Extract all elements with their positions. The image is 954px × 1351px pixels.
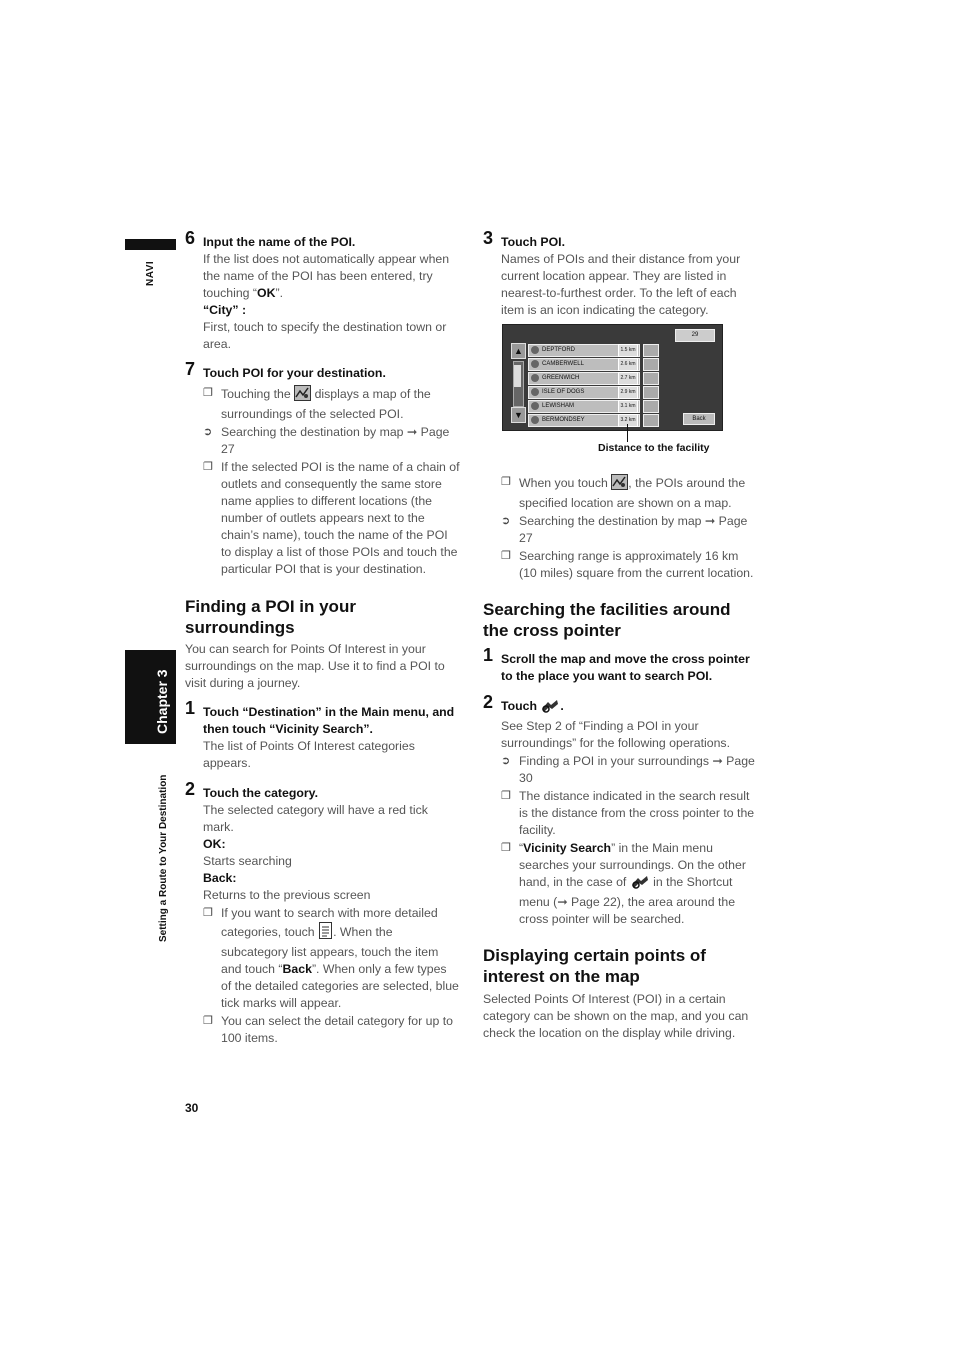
step-2-right-bullet-2: ❐ The distance indicated in the search result is the distance from the cross pointer to the facility. xyxy=(501,789,755,837)
step-6: 6 Input the name of the POI. xyxy=(185,228,356,249)
map-icon xyxy=(611,474,628,495)
step-3-body: Names of POIs and their distance from your current location appear. They are listed in nearest-to-furthest order. To the left of each item is an icon indicating the category. xyxy=(501,252,741,317)
poi-name: GREENWICH xyxy=(542,375,580,381)
scroll-down-button[interactable]: ▼ xyxy=(511,407,526,423)
ok-text: Starts searching xyxy=(203,854,292,868)
back-text: Returns to the previous screen xyxy=(203,888,371,902)
map-icon xyxy=(294,385,311,406)
poi-name: ISLE OF DOGS xyxy=(542,389,585,395)
poi-distance: 1.5 km xyxy=(618,344,638,357)
caption-distance: Distance to the facility xyxy=(598,442,710,454)
map-icon[interactable] xyxy=(643,414,659,427)
poi-distance: 3.2 km xyxy=(618,414,638,427)
step-2-left: 2 Touch the category. xyxy=(185,779,319,800)
chapter-label: Chapter 3 xyxy=(154,669,170,734)
heading-displaying-poi: Displaying certain points of interest on the map xyxy=(483,946,706,986)
step-2-right: 2 Touch . xyxy=(483,698,758,718)
step-2-left-bullet-2: ❐ You can select the detail category for up to 100 items. xyxy=(203,1014,453,1045)
map-icon[interactable] xyxy=(643,358,659,371)
step-7-bullet-3: ❐ If the selected POI is the name of a chain of outlets and consequently the same store name applies to different locations (the number of outlets appears next to the chain’s name), touch the name of the POI to display a list of those POIs and touch the particular POI that is your destination. xyxy=(203,460,460,576)
poi-name: DEPTFORD xyxy=(542,347,575,353)
heading-finding-poi: Finding a POI in your surroundings xyxy=(185,597,356,637)
step-2-right-bullet-3: ❐ “Vicinity Search” in the Main menu searches your surroundings. On the other hand, in the case of in the Shortcut menu (➞ Page 22), the area around the cross pointer will be searched. xyxy=(501,841,746,926)
category-icon xyxy=(531,402,539,410)
category-icon xyxy=(531,346,539,354)
poi-name: LEWISHAM xyxy=(542,403,575,409)
step-2-left-bullet-1: ❐ If you want to search with more detailed categories, touch . When the subcategory list appears, touch the item and touch “Back”. When only a few types of the detailed categories are selected, blue tick marks will appear. xyxy=(203,906,459,1010)
poi-name: CAMBERWELL xyxy=(542,361,584,367)
step-7-bullet-2: ➲ Searching the destination by map ➞ Page 27 xyxy=(203,425,450,456)
back-label: Back: xyxy=(203,871,237,885)
vicinity-search-icon xyxy=(540,699,560,718)
poi-distance: 2.7 km xyxy=(618,372,638,385)
right-column-2 xyxy=(483,474,758,1042)
back-button[interactable]: Back xyxy=(683,413,715,425)
step-1-left: 1 Touch “Destination” in the Main menu, and then touch “Vicinity Search”. xyxy=(185,698,455,736)
finding-intro: You can search for Points Of Interest in your surroundings on the map. Use it to find a POI to visit during a journey. xyxy=(185,642,445,690)
category-icon xyxy=(531,388,539,396)
navi-label: NAVI xyxy=(145,260,156,286)
poi-distance: 2.9 km xyxy=(618,386,638,399)
section-label: Setting a Route to Your Destination xyxy=(158,774,169,942)
map-icon[interactable] xyxy=(643,372,659,385)
ok-label: OK: xyxy=(203,837,226,851)
category-icon xyxy=(531,416,539,424)
right-column xyxy=(483,228,758,319)
poi-distance: 2.6 km xyxy=(618,358,638,371)
poi-name: BERMONDSEY xyxy=(542,417,585,423)
step-2-left-body: The selected category will have a red tick mark. xyxy=(203,803,428,834)
map-icon[interactable] xyxy=(643,386,659,399)
map-icon[interactable] xyxy=(643,344,659,357)
step-3-bullet-1: ❐ When you touch , the POIs around the specified location are shown on a map. xyxy=(501,476,746,510)
scroll-thumb[interactable] xyxy=(514,365,521,387)
page-number: 30 xyxy=(185,1101,199,1115)
scroll-up-button[interactable]: ▲ xyxy=(511,343,526,359)
step-7: 7 Touch POI for your destination. xyxy=(185,359,386,380)
vicinity-search-icon xyxy=(630,875,650,894)
map-icon[interactable] xyxy=(643,400,659,413)
caption-line xyxy=(627,424,628,442)
step-6-body: If the list does not automatically appear when the name of the POI has been entered, try touching “OK”. xyxy=(203,252,450,300)
displaying-text: Selected Points Of Interest (POI) in a certain category can be shown on the map, and you can check the location on the display while driving. xyxy=(483,992,749,1040)
step-1-right: 1 Scroll the map and move the cross pointer to the place you want to search POI. xyxy=(483,645,750,683)
step-2-right-bullet-1: ➲ Finding a POI in your surroundings ➞ Page 30 xyxy=(501,754,755,785)
list-icon xyxy=(318,922,333,944)
poi-list-screen xyxy=(502,324,723,431)
city-label: “City” : xyxy=(203,303,247,317)
step-3-bullet-2: ➲ Searching the destination by map ➞ Page 27 xyxy=(501,514,748,545)
heading-searching-facilities: Searching the facilities around the cross pointer xyxy=(483,600,731,640)
step-1-left-body: The list of Points Of Interest categories appears. xyxy=(203,739,415,770)
category-icon xyxy=(531,374,539,382)
result-count: 29 xyxy=(675,329,715,342)
step-3: 3 Touch POI. xyxy=(483,228,565,249)
city-text: First, touch to specify the destination town or area. xyxy=(203,320,447,351)
step-7-bullet-1: ❐ Touching the displays a map of the surroundings of the selected POI. xyxy=(203,387,431,421)
poi-distance: 3.1 km xyxy=(618,400,638,413)
left-column xyxy=(185,228,460,1047)
category-icon xyxy=(531,360,539,368)
step-3-bullet-3: ❐ Searching range is approximately 16 km (10 miles) square from the current location. xyxy=(501,549,754,580)
step-2-right-body: See Step 2 of “Finding a POI in your surroundings” for the following operations. xyxy=(501,719,730,750)
